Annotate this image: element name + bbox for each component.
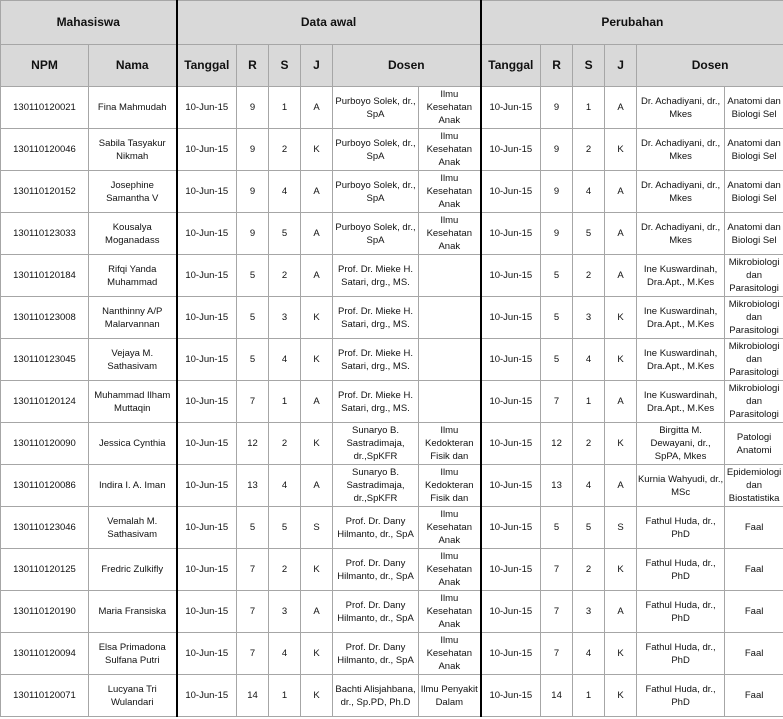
- cell-tanggal-perubahan[interactable]: 10-Jun-15: [481, 591, 541, 633]
- cell-bagian[interactable]: Ilmu Kesehatan Anak: [419, 549, 481, 591]
- cell-s-perubahan[interactable]: 4: [573, 171, 605, 213]
- cell-r-perubahan[interactable]: 14: [541, 675, 573, 717]
- table-row: [1, 549, 783, 591]
- cell-tanggal[interactable]: 10-Jun-15: [177, 675, 237, 717]
- cell-j-perubahan[interactable]: A: [605, 465, 637, 507]
- cell-bagian[interactable]: [419, 381, 481, 423]
- cell-nama[interactable]: Kousalya Moganadass: [89, 213, 177, 255]
- cell-j-perubahan[interactable]: K: [605, 423, 637, 465]
- cell-r[interactable]: 14: [237, 675, 269, 717]
- cell-s[interactable]: 5: [269, 213, 301, 255]
- cell-s[interactable]: 3: [269, 297, 301, 339]
- table-row: [1, 171, 783, 213]
- cell-tanggal-perubahan[interactable]: 10-Jun-15: [481, 423, 541, 465]
- group-data-awal[interactable]: Data awal: [177, 1, 481, 45]
- cell-bagian-perubahan[interactable]: Mikrobiologi dan Parasitologi: [725, 297, 783, 339]
- cell-dosen-perubahan[interactable]: Ine Kuswardinah, Dra.Apt., M.Kes: [637, 255, 725, 297]
- cell-r-perubahan[interactable]: 5: [541, 255, 573, 297]
- cell-npm[interactable]: 130110120071: [1, 675, 89, 717]
- cell-nama[interactable]: Vejaya M. Sathasivam: [89, 339, 177, 381]
- cell-dosen[interactable]: Prof. Dr. Dany Hilmanto, dr., SpA: [333, 549, 419, 591]
- cell-nama[interactable]: Indira I. A. Iman: [89, 465, 177, 507]
- cell-bagian[interactable]: Ilmu Kesehatan Anak: [419, 633, 481, 675]
- cell-j-perubahan[interactable]: A: [605, 171, 637, 213]
- cell-j[interactable]: A: [301, 171, 333, 213]
- table-row: [1, 633, 783, 675]
- cell-nama[interactable]: Vemalah M. Sathasivam: [89, 507, 177, 549]
- cell-j[interactable]: K: [301, 297, 333, 339]
- table-row: [1, 423, 783, 465]
- cell-tanggal[interactable]: 10-Jun-15: [177, 633, 237, 675]
- cell-j-perubahan[interactable]: K: [605, 549, 637, 591]
- cell-s-perubahan[interactable]: 2: [573, 549, 605, 591]
- cell-r-perubahan[interactable]: 9: [541, 129, 573, 171]
- cell-j[interactable]: A: [301, 465, 333, 507]
- cell-j[interactable]: K: [301, 339, 333, 381]
- col-nama[interactable]: Nama: [89, 45, 177, 87]
- cell-s[interactable]: 3: [269, 591, 301, 633]
- cell-j-perubahan[interactable]: A: [605, 381, 637, 423]
- cell-bagian[interactable]: [419, 255, 481, 297]
- cell-j-perubahan[interactable]: K: [605, 129, 637, 171]
- cell-s[interactable]: 2: [269, 423, 301, 465]
- col-j-perubahan[interactable]: J: [605, 45, 637, 87]
- table-row: [1, 129, 783, 171]
- table-row: [1, 675, 783, 717]
- cell-r[interactable]: 9: [237, 213, 269, 255]
- cell-tanggal-perubahan[interactable]: 10-Jun-15: [481, 339, 541, 381]
- cell-s-perubahan[interactable]: 1: [573, 87, 605, 129]
- table-row: [1, 297, 783, 339]
- cell-nama[interactable]: Josephine Samantha V: [89, 171, 177, 213]
- cell-dosen[interactable]: Prof. Dr. Mieke H. Satari, drg., MS.: [333, 255, 419, 297]
- cell-bagian-perubahan[interactable]: Faal: [725, 675, 783, 717]
- cell-bagian-perubahan[interactable]: Faal: [725, 507, 783, 549]
- cell-r-perubahan[interactable]: 9: [541, 213, 573, 255]
- cell-dosen[interactable]: Prof. Dr. Dany Hilmanto, dr., SpA: [333, 633, 419, 675]
- cell-dosen-perubahan[interactable]: Ine Kuswardinah, Dra.Apt., M.Kes: [637, 339, 725, 381]
- cell-nama[interactable]: Maria Fransiska: [89, 591, 177, 633]
- cell-nama[interactable]: Jessica Cynthia: [89, 423, 177, 465]
- cell-dosen-perubahan[interactable]: Dr. Achadiyani, dr., Mkes: [637, 213, 725, 255]
- cell-s-perubahan[interactable]: 5: [573, 507, 605, 549]
- cell-r[interactable]: 5: [237, 255, 269, 297]
- cell-tanggal-perubahan[interactable]: 10-Jun-15: [481, 213, 541, 255]
- cell-j[interactable]: A: [301, 591, 333, 633]
- cell-tanggal-perubahan[interactable]: 10-Jun-15: [481, 87, 541, 129]
- cell-s[interactable]: 1: [269, 675, 301, 717]
- cell-nama[interactable]: Sabila Tasyakur Nikmah: [89, 129, 177, 171]
- cell-npm[interactable]: 130110123045: [1, 339, 89, 381]
- cell-r[interactable]: 7: [237, 381, 269, 423]
- cell-bagian-perubahan[interactable]: Epidemiologi dan Biostatistika: [725, 465, 783, 507]
- cell-s-perubahan[interactable]: 5: [573, 213, 605, 255]
- cell-tanggal-perubahan[interactable]: 10-Jun-15: [481, 171, 541, 213]
- group-perubahan[interactable]: Perubahan: [481, 1, 783, 45]
- cell-bagian[interactable]: Ilmu Kedokteran Fisik dan: [419, 465, 481, 507]
- cell-dosen[interactable]: Bachti Alisjahbana, dr., Sp.PD, Ph.D: [333, 675, 419, 717]
- cell-dosen[interactable]: Purboyo Solek, dr., SpA: [333, 213, 419, 255]
- cell-bagian[interactable]: Ilmu Kesehatan Anak: [419, 507, 481, 549]
- cell-npm[interactable]: 130110123033: [1, 213, 89, 255]
- table-row: [1, 591, 783, 633]
- table-row: [1, 87, 783, 129]
- cell-s-perubahan[interactable]: 4: [573, 633, 605, 675]
- cell-npm[interactable]: 130110120046: [1, 129, 89, 171]
- cell-s[interactable]: 1: [269, 381, 301, 423]
- cell-s[interactable]: 4: [269, 633, 301, 675]
- cell-bagian-perubahan[interactable]: Mikrobiologi dan Parasitologi: [725, 339, 783, 381]
- cell-j[interactable]: K: [301, 633, 333, 675]
- cell-npm[interactable]: 130110120021: [1, 87, 89, 129]
- cell-j[interactable]: K: [301, 549, 333, 591]
- cell-dosen-perubahan[interactable]: Kurnia Wahyudi, dr., MSc: [637, 465, 725, 507]
- cell-j[interactable]: K: [301, 675, 333, 717]
- cell-npm[interactable]: 130110120190: [1, 591, 89, 633]
- cell-r[interactable]: 12: [237, 423, 269, 465]
- table-row: [1, 255, 783, 297]
- cell-bagian[interactable]: Ilmu Kesehatan Anak: [419, 171, 481, 213]
- cell-tanggal-perubahan[interactable]: 10-Jun-15: [481, 255, 541, 297]
- cell-j-perubahan[interactable]: A: [605, 87, 637, 129]
- cell-tanggal[interactable]: 10-Jun-15: [177, 129, 237, 171]
- cell-r-perubahan[interactable]: 9: [541, 87, 573, 129]
- cell-dosen[interactable]: Prof. Dr. Dany Hilmanto, dr., SpA: [333, 591, 419, 633]
- cell-s[interactable]: 4: [269, 465, 301, 507]
- cell-r[interactable]: 5: [237, 339, 269, 381]
- cell-bagian-perubahan[interactable]: Anatomi dan Biologi Sel: [725, 129, 783, 171]
- cell-s[interactable]: 2: [269, 255, 301, 297]
- cell-tanggal[interactable]: 10-Jun-15: [177, 339, 237, 381]
- cell-dosen[interactable]: Sunaryo B. Sastradimaja, dr.,SpKFR: [333, 423, 419, 465]
- cell-tanggal-perubahan[interactable]: 10-Jun-15: [481, 507, 541, 549]
- cell-s-perubahan[interactable]: 4: [573, 465, 605, 507]
- cell-r-perubahan[interactable]: 13: [541, 465, 573, 507]
- cell-j[interactable]: A: [301, 381, 333, 423]
- cell-dosen[interactable]: Purboyo Solek, dr., SpA: [333, 87, 419, 129]
- cell-bagian-perubahan[interactable]: Mikrobiologi dan Parasitologi: [725, 381, 783, 423]
- cell-bagian[interactable]: Ilmu Penyakit Dalam: [419, 675, 481, 717]
- table-row: [1, 381, 783, 423]
- col-dosen[interactable]: Dosen: [333, 45, 481, 87]
- cell-s[interactable]: 5: [269, 507, 301, 549]
- cell-j-perubahan[interactable]: A: [605, 213, 637, 255]
- cell-nama[interactable]: Muhammad Ilham Muttaqin: [89, 381, 177, 423]
- table-row: [1, 339, 783, 381]
- cell-j[interactable]: K: [301, 423, 333, 465]
- cell-tanggal[interactable]: 10-Jun-15: [177, 549, 237, 591]
- cell-r-perubahan[interactable]: 7: [541, 549, 573, 591]
- cell-s-perubahan[interactable]: 2: [573, 255, 605, 297]
- cell-r-perubahan[interactable]: 9: [541, 171, 573, 213]
- cell-nama[interactable]: Fina Mahmudah: [89, 87, 177, 129]
- cell-dosen[interactable]: Prof. Dr. Mieke H. Satari, drg., MS.: [333, 381, 419, 423]
- cell-j[interactable]: A: [301, 87, 333, 129]
- cell-s[interactable]: 4: [269, 171, 301, 213]
- cell-r-perubahan[interactable]: 7: [541, 633, 573, 675]
- cell-bagian-perubahan[interactable]: Faal: [725, 549, 783, 591]
- cell-bagian-perubahan[interactable]: Anatomi dan Biologi Sel: [725, 213, 783, 255]
- col-j[interactable]: J: [301, 45, 333, 87]
- cell-tanggal-perubahan[interactable]: 10-Jun-15: [481, 549, 541, 591]
- cell-tanggal-perubahan[interactable]: 10-Jun-15: [481, 129, 541, 171]
- col-dosen-perubahan[interactable]: Dosen: [637, 45, 783, 87]
- cell-dosen-perubahan[interactable]: Dr. Achadiyani, dr., Mkes: [637, 171, 725, 213]
- cell-tanggal[interactable]: 10-Jun-15: [177, 381, 237, 423]
- cell-tanggal[interactable]: 10-Jun-15: [177, 255, 237, 297]
- cell-r[interactable]: 5: [237, 507, 269, 549]
- cell-r[interactable]: 9: [237, 87, 269, 129]
- cell-dosen-perubahan[interactable]: Fathul Huda, dr., PhD: [637, 675, 725, 717]
- cell-dosen-perubahan[interactable]: Ine Kuswardinah, Dra.Apt., M.Kes: [637, 297, 725, 339]
- cell-npm[interactable]: 130110123046: [1, 507, 89, 549]
- cell-bagian[interactable]: [419, 339, 481, 381]
- cell-dosen[interactable]: Prof. Dr. Dany Hilmanto, dr., SpA: [333, 507, 419, 549]
- cell-npm[interactable]: 130110120124: [1, 381, 89, 423]
- col-r[interactable]: R: [237, 45, 269, 87]
- cell-dosen-perubahan[interactable]: Fathul Huda, dr., PhD: [637, 591, 725, 633]
- cell-bagian[interactable]: Ilmu Kesehatan Anak: [419, 129, 481, 171]
- cell-tanggal-perubahan[interactable]: 10-Jun-15: [481, 675, 541, 717]
- cell-r-perubahan[interactable]: 5: [541, 297, 573, 339]
- col-tanggal[interactable]: Tanggal: [177, 45, 237, 87]
- cell-r[interactable]: 9: [237, 171, 269, 213]
- cell-j[interactable]: S: [301, 507, 333, 549]
- cell-bagian-perubahan[interactable]: Patologi Anatomi: [725, 423, 783, 465]
- cell-tanggal-perubahan[interactable]: 10-Jun-15: [481, 381, 541, 423]
- cell-bagian[interactable]: Ilmu Kesehatan Anak: [419, 87, 481, 129]
- col-tanggal-perubahan[interactable]: Tanggal: [481, 45, 541, 87]
- cell-r-perubahan[interactable]: 7: [541, 381, 573, 423]
- cell-bagian-perubahan[interactable]: Anatomi dan Biologi Sel: [725, 171, 783, 213]
- cell-j-perubahan[interactable]: K: [605, 633, 637, 675]
- table-row: [1, 465, 783, 507]
- cell-j-perubahan[interactable]: K: [605, 675, 637, 717]
- cell-r[interactable]: 9: [237, 129, 269, 171]
- cell-s-perubahan[interactable]: 4: [573, 339, 605, 381]
- cell-s[interactable]: 2: [269, 549, 301, 591]
- cell-s-perubahan[interactable]: 2: [573, 423, 605, 465]
- cell-tanggal[interactable]: 10-Jun-15: [177, 171, 237, 213]
- cell-npm[interactable]: 130110120094: [1, 633, 89, 675]
- cell-j[interactable]: A: [301, 255, 333, 297]
- col-npm[interactable]: NPM: [1, 45, 89, 87]
- cell-bagian[interactable]: Ilmu Kesehatan Anak: [419, 213, 481, 255]
- cell-npm[interactable]: 130110120125: [1, 549, 89, 591]
- cell-npm[interactable]: 130110120184: [1, 255, 89, 297]
- table-row: [1, 213, 783, 255]
- cell-bagian-perubahan[interactable]: Faal: [725, 591, 783, 633]
- cell-bagian[interactable]: Ilmu Kedokteran Fisik dan: [419, 423, 481, 465]
- cell-j-perubahan[interactable]: A: [605, 591, 637, 633]
- cell-tanggal[interactable]: 10-Jun-15: [177, 507, 237, 549]
- cell-r[interactable]: 5: [237, 297, 269, 339]
- cell-dosen[interactable]: Purboyo Solek, dr., SpA: [333, 129, 419, 171]
- cell-s-perubahan[interactable]: 3: [573, 297, 605, 339]
- cell-j-perubahan[interactable]: K: [605, 339, 637, 381]
- cell-npm[interactable]: 130110120090: [1, 423, 89, 465]
- cell-nama[interactable]: Elsa Primadona Sulfana Putri: [89, 633, 177, 675]
- cell-j[interactable]: K: [301, 129, 333, 171]
- cell-bagian-perubahan[interactable]: Faal: [725, 633, 783, 675]
- cell-dosen-perubahan[interactable]: Ine Kuswardinah, Dra.Apt., M.Kes: [637, 381, 725, 423]
- cell-dosen[interactable]: Prof. Dr. Mieke H. Satari, drg., MS.: [333, 339, 419, 381]
- cell-dosen[interactable]: Prof. Dr. Mieke H. Satari, drg., MS.: [333, 297, 419, 339]
- cell-dosen-perubahan[interactable]: Dr. Achadiyani, dr., Mkes: [637, 129, 725, 171]
- cell-dosen[interactable]: Purboyo Solek, dr., SpA: [333, 171, 419, 213]
- table-row: [1, 507, 783, 549]
- cell-tanggal-perubahan[interactable]: 10-Jun-15: [481, 465, 541, 507]
- cell-s-perubahan[interactable]: 2: [573, 129, 605, 171]
- cell-nama[interactable]: Rifqi Yanda Muhammad: [89, 255, 177, 297]
- cell-dosen[interactable]: Sunaryo B. Sastradimaja, dr.,SpKFR: [333, 465, 419, 507]
- header-column-row: [1, 45, 783, 87]
- cell-tanggal-perubahan[interactable]: 10-Jun-15: [481, 297, 541, 339]
- cell-bagian[interactable]: [419, 297, 481, 339]
- cell-j-perubahan[interactable]: S: [605, 507, 637, 549]
- cell-dosen-perubahan[interactable]: Fathul Huda, dr., PhD: [637, 633, 725, 675]
- cell-dosen-perubahan[interactable]: Fathul Huda, dr., PhD: [637, 549, 725, 591]
- cell-bagian-perubahan[interactable]: Mikrobiologi dan Parasitologi: [725, 255, 783, 297]
- cell-r-perubahan[interactable]: 5: [541, 339, 573, 381]
- cell-s-perubahan[interactable]: 1: [573, 675, 605, 717]
- cell-dosen-perubahan[interactable]: Birgitta M. Dewayani, dr., SpPA, Mkes: [637, 423, 725, 465]
- cell-tanggal[interactable]: 10-Jun-15: [177, 591, 237, 633]
- cell-s[interactable]: 1: [269, 87, 301, 129]
- col-s-perubahan[interactable]: S: [573, 45, 605, 87]
- col-s[interactable]: S: [269, 45, 301, 87]
- cell-npm[interactable]: 130110120152: [1, 171, 89, 213]
- cell-j[interactable]: A: [301, 213, 333, 255]
- cell-j-perubahan[interactable]: K: [605, 297, 637, 339]
- cell-tanggal[interactable]: 10-Jun-15: [177, 87, 237, 129]
- cell-r[interactable]: 7: [237, 549, 269, 591]
- cell-nama[interactable]: Lucyana Tri Wulandari: [89, 675, 177, 717]
- cell-s-perubahan[interactable]: 3: [573, 591, 605, 633]
- cell-r-perubahan[interactable]: 5: [541, 507, 573, 549]
- cell-npm[interactable]: 130110120086: [1, 465, 89, 507]
- cell-tanggal[interactable]: 10-Jun-15: [177, 465, 237, 507]
- header-group-row: [1, 1, 783, 45]
- cell-r-perubahan[interactable]: 7: [541, 591, 573, 633]
- group-mahasiswa[interactable]: Mahasiswa: [1, 1, 177, 45]
- cell-tanggal-perubahan[interactable]: 10-Jun-15: [481, 633, 541, 675]
- cell-r[interactable]: 7: [237, 591, 269, 633]
- cell-r[interactable]: 7: [237, 633, 269, 675]
- cell-j-perubahan[interactable]: A: [605, 255, 637, 297]
- cell-r[interactable]: 13: [237, 465, 269, 507]
- col-r-perubahan[interactable]: R: [541, 45, 573, 87]
- cell-nama[interactable]: Fredric Zulkifly: [89, 549, 177, 591]
- cell-s[interactable]: 4: [269, 339, 301, 381]
- cell-bagian[interactable]: Ilmu Kesehatan Anak: [419, 591, 481, 633]
- cell-dosen-perubahan[interactable]: Dr. Achadiyani, dr., Mkes: [637, 87, 725, 129]
- cell-r-perubahan[interactable]: 12: [541, 423, 573, 465]
- cell-tanggal[interactable]: 10-Jun-15: [177, 423, 237, 465]
- cell-s-perubahan[interactable]: 1: [573, 381, 605, 423]
- cell-npm[interactable]: 130110123008: [1, 297, 89, 339]
- cell-nama[interactable]: Nanthinny A/P Malarvannan: [89, 297, 177, 339]
- cell-dosen-perubahan[interactable]: Fathul Huda, dr., PhD: [637, 507, 725, 549]
- cell-bagian-perubahan[interactable]: Anatomi dan Biologi Sel: [725, 87, 783, 129]
- cell-tanggal[interactable]: 10-Jun-15: [177, 297, 237, 339]
- cell-tanggal[interactable]: 10-Jun-15: [177, 213, 237, 255]
- cell-s[interactable]: 2: [269, 129, 301, 171]
